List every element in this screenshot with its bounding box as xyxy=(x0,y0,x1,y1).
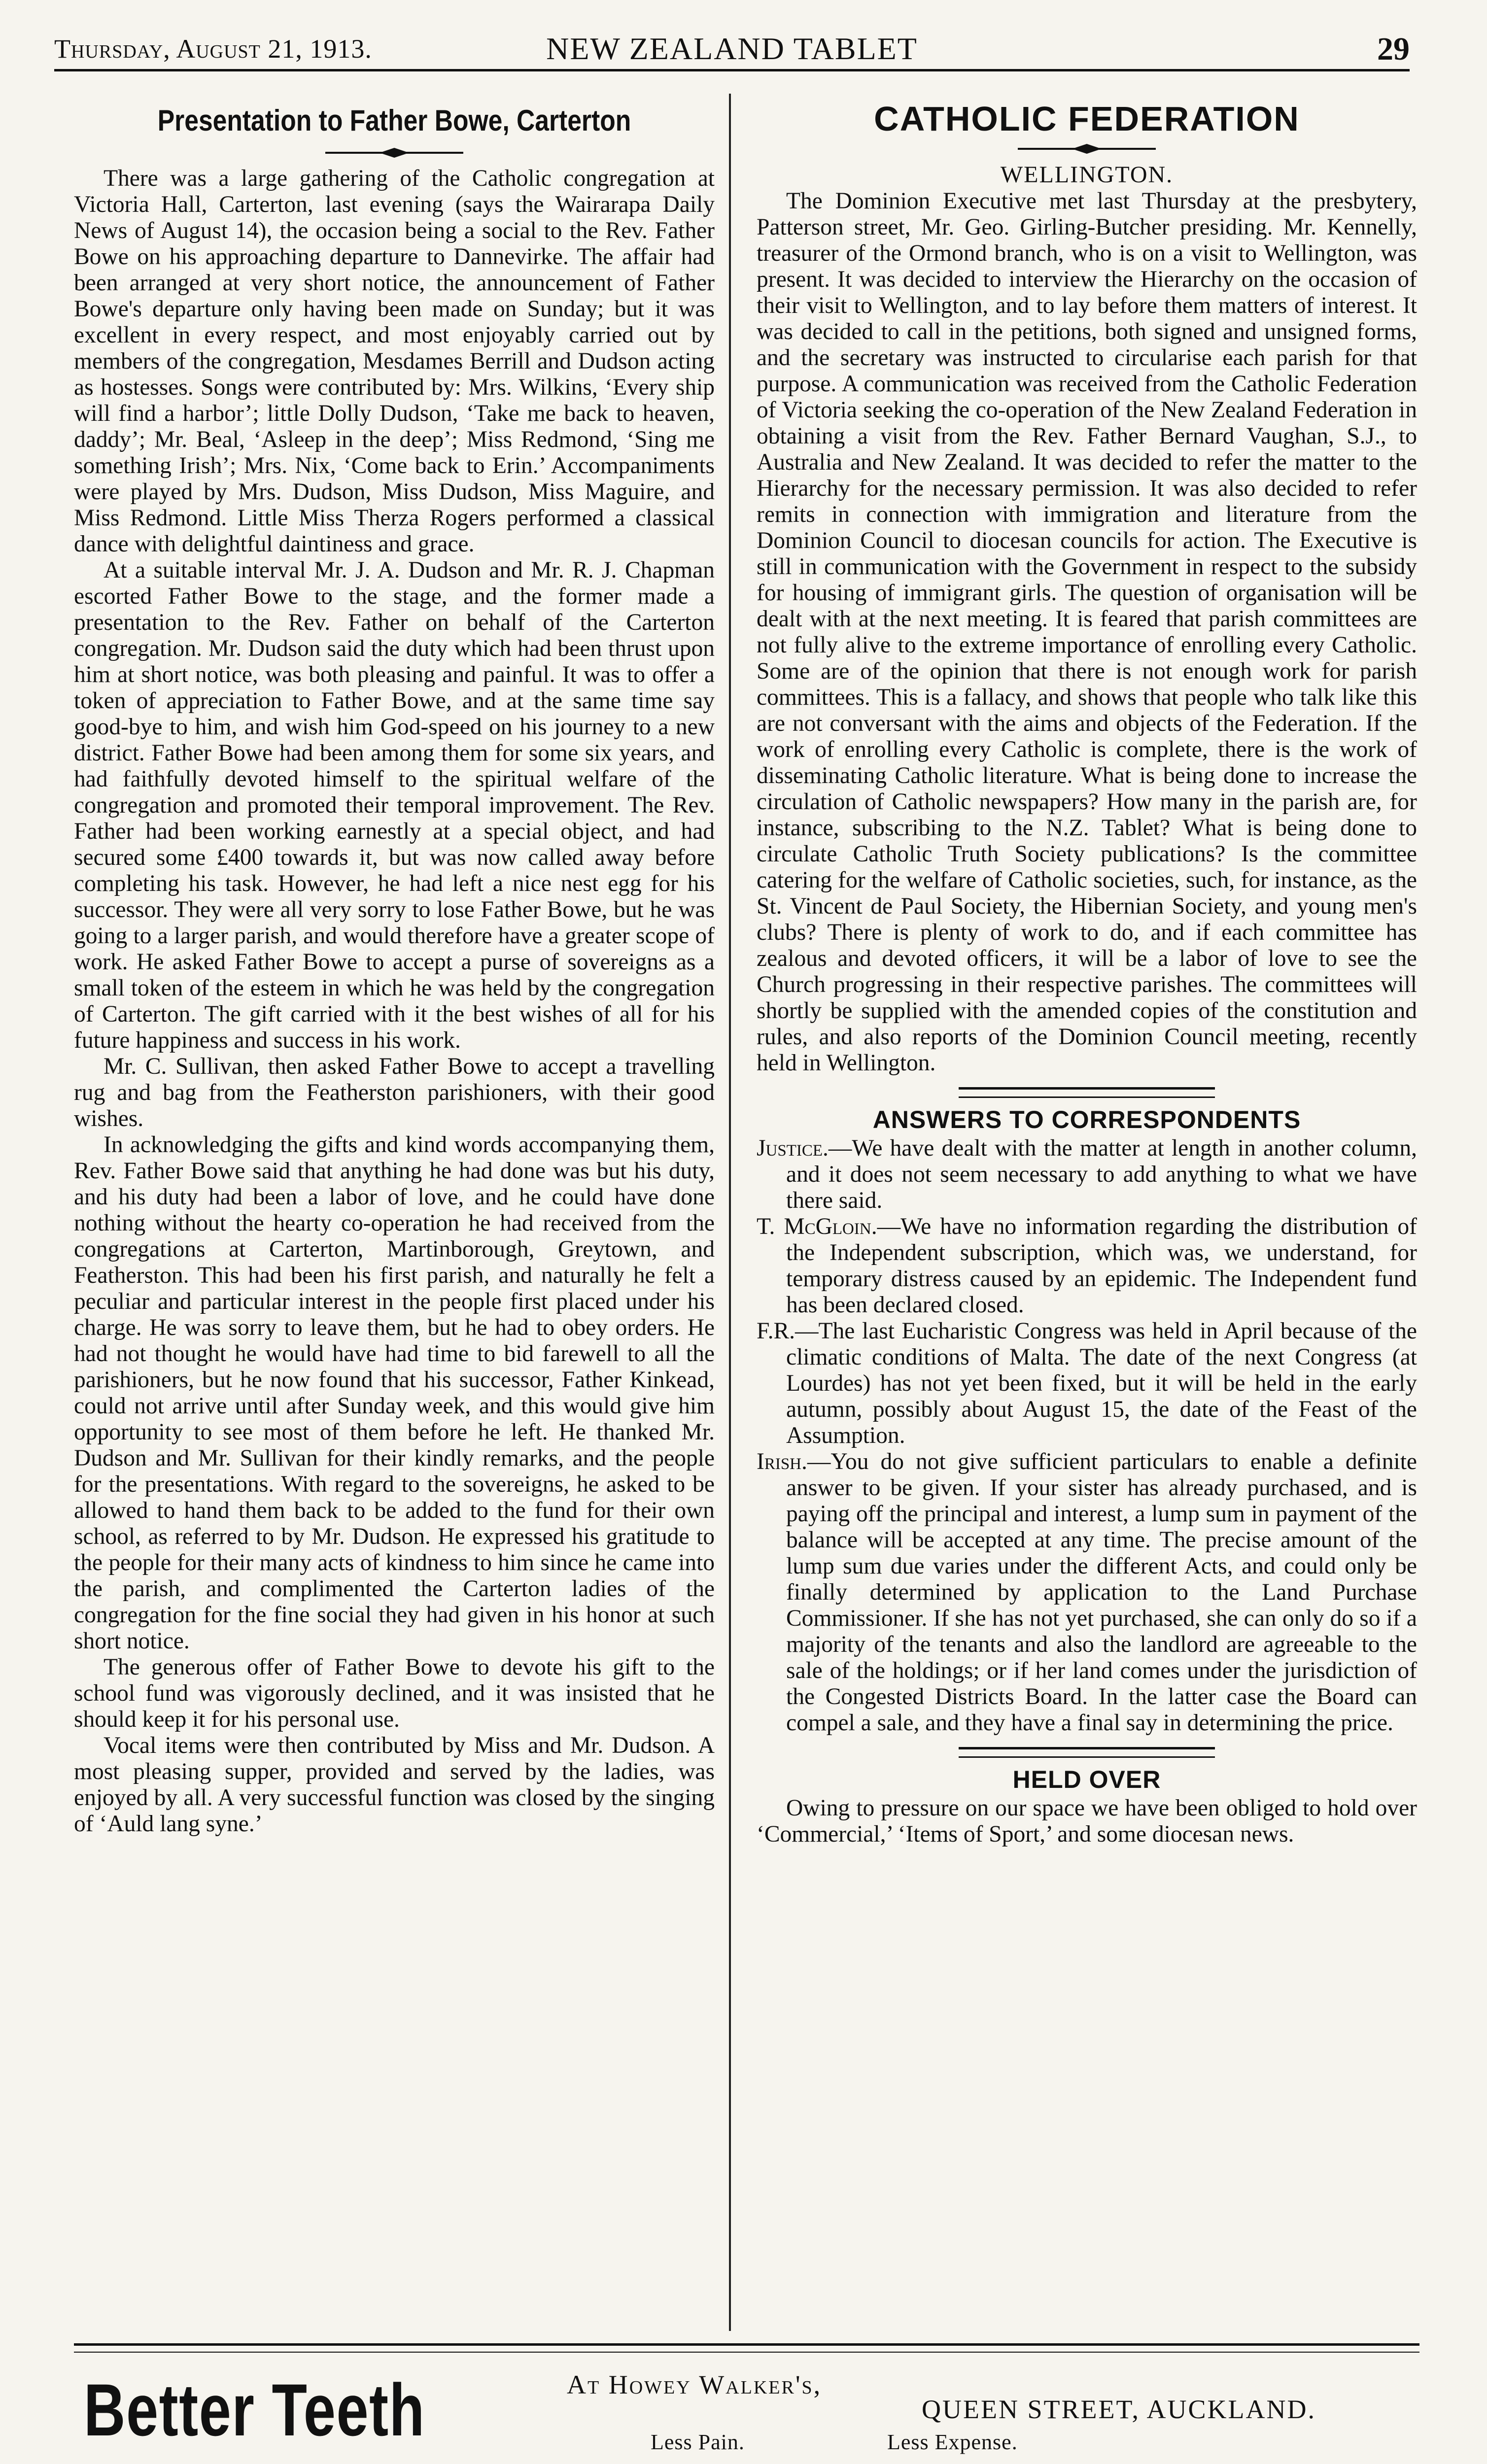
article-paragraph: The Dominion Executive met last Thursday at the presbytery, Patterson street, Mr. Geo. Girling-Butcher presiding. Mr. Kennelly, treasurer of the Ormond branch, who is on a visit to Wellington, was present. It was decided to interview the Hierarchy on the occasion of their visit to Wellington, and to lay before them matters of interest. It was decided to call in the petitions, both signed and unsigned forms, and the secretary was instructed to circularise each parish for that purpose. A communication was received from the Catholic Federation of Victoria seeking the co-operation of the New Zealand Federation in obtaining a visit from the Rev. Father Bernard Vaughan, S.J., to Australia and New Zealand. It was decided to refer the matter to the Hierarchy for the necessary permission. It was also decided to refer remits in connection with immigration and literature from the Dominion Council to diocesan councils for action. The Executive is still in communication with the Government in respect to the subsidy for housing of immigrant girls. The question of organisation will be dealt with at the next meeting. It is feared that parish committees are not fully alive to the extreme importance of enrolling every Catholic. Some are of the opinion that there is not enough work for parish committees. This is a fallacy, and shows that people who talk like this are not conversant with the aims and objects of the Federation. If the work of enrolling every Catholic is complete, there is the work of disseminating Catholic literature. What is being done to increase the circulation of Catholic newspapers? How many in the parish are, for instance, subscribing to the N.Z. Tablet? What is being done to circulate Catholic Truth Society publications? Is the committee catering for the welfare of Catholic societies, such, for instance, as the St. Vincent de Paul Society, the Hibernian Society, and young men's clubs? There is plenty of work to do, and if each committee has zealous and devoted officers, it will be a labor of love to see the Church progressing in their respective parishes. The committees will shortly be supplied with the amended copies of the constitution and rules, and also reports of the Dominion Council meeting, recently held in Wellington. xyxy=(757,188,1417,1076)
article-title-presentation: Presentation to Father Bowe, Carterton xyxy=(157,104,631,137)
ad-tagline: Less Pain. xyxy=(651,2430,745,2454)
ad-brand-name: Better Teeth xyxy=(84,2368,425,2451)
newspaper-title: NEW ZEALAND TABLET xyxy=(546,31,918,66)
article-paragraph: In acknowledging the gifts and kind words accompanying them, Rev. Father Bowe said that anything he had done was but his duty, and his duty had been a labor of love, and he could have done nothing without the hearty co-operation he had received from the congregations at Carterton, Martinborough, Greytown, and Featherston. This had been his first parish, and naturally he felt a peculiar and particular interest in the people first placed under his charge. He was sorry to leave them, but he had to obey orders. He had not thought he would have had time to bid farewell to all the parishioners, but he now found that his successor, Father Kinkead, could not arrive until after Sunday week, and this would give him opportunity to see most of them before he left. He thanked Mr. Dudson and Mr. Sullivan for their kindly remarks, and the people for the presentations. With regard to the sovereigns, he asked to be allowed to hand them back to be added to the fund for their own school, as referred to by Mr. Dudson. He expressed his gratitude to the people for their many acts of kindness to him since he came into the parish, and complimented the Carterton ladies of the congregation for the fine social they had given in his honor at such short notice. xyxy=(74,1132,715,1654)
ad-tagline: Less Expense. xyxy=(887,2430,1018,2454)
dateline-place: WELLINGTON. xyxy=(1000,162,1174,188)
article-paragraph: There was a large gathering of the Catholic congregation at Victoria Hall, Carterton, last evening (says the Wairarapa Daily News of August 14), the occasion being a social to the Rev. Father Bowe on his approaching departure to Dannevirke. The affair had been arranged at very short notice, the announcement of Father Bowe's departure only having been made on Sunday; but it was excellent in every respect, and most enjoyably carried out by members of the congregation, Mesdames Berrill and Dudson acting as hostesses. Songs were contributed by: Mrs. Wilkins, ‘Every ship will find a harbor’; little Dolly Dudson, ‘Take me back to heaven, daddy’; Mr. Beal, ‘Asleep in the deep’; Miss Redmond, ‘Sing me something Irish’; Mrs. Nix, ‘Come back to Erin.’ Accompaniments were played by Mrs. Dudson, Miss Dudson, Miss Maguire, and Miss Redmond. Little Miss Therza Rogers performed a classical dance with delightful daintiness and grace. xyxy=(74,166,715,557)
right-column xyxy=(757,99,1417,1848)
article-title-federation: CATHOLIC FEDERATION xyxy=(874,100,1300,138)
section-title-answers: ANSWERS TO CORRESPONDENTS xyxy=(872,1106,1301,1133)
held-over-text: Owing to pressure on our space we have been obliged to hold over ‘Commercial,’ ‘Items of Sport,’ and some diocesan news. xyxy=(757,1795,1417,1847)
section-divider xyxy=(959,1087,1215,1098)
section-title-held-over: HELD OVER xyxy=(1012,1766,1161,1793)
answers-list xyxy=(757,1135,1417,1736)
title-ornament xyxy=(325,147,463,159)
column-divider xyxy=(729,94,731,2331)
ad-rule xyxy=(74,2352,1419,2353)
correspondent-name: Justice. xyxy=(757,1135,829,1161)
answer-item xyxy=(757,1449,1417,1736)
correspondent-name: T. McGloin. xyxy=(757,1214,877,1239)
correspondent-name: F.R. xyxy=(757,1318,795,1344)
article-paragraph: At a suitable interval Mr. J. A. Dudson and Mr. R. J. Chapman escorted Father Bowe to the stage, and the former made a presentation to the Rev. Father on behalf of the Carterton congregation. Mr. Dudson said the duty which had been thrust upon him at short notice, was both pleasing and painful. It was to offer a token of appreciation to Father Bowe, and at the same time say good-bye to him, and wish him God-speed on his journey to a new district. Father Bowe had been among them for some six years, and had faithfully devoted himself to the spiritual welfare of the congregation and promoted their temporal improvement. The Rev. Father had been working earnestly at a special object, and had secured some £400 towards it, but was now called away before completing his task. However, he had left a nice nest egg for his successor. They were all very sorry to lose Father Bowe, but he was going to a larger parish, and would therefore have a greater scope of work. He asked Father Bowe to accept a purse of sovereigns as a small token of the esteem in which he was held by the congregation of Carterton. The gift carried with it the best wishes of all for his future happiness and success in his work. xyxy=(74,557,715,1053)
answer-text: —We have dealt with the matter at length in another column, and it does not seem necessary to add anything to what we have there said. xyxy=(786,1135,1417,1213)
issue-date: Thursday, August 21, 1913. xyxy=(54,34,372,64)
ad-address: QUEEN STREET, AUCKLAND. xyxy=(922,2395,1316,2424)
answer-text: —The last Eucharistic Congress was held in April because of the climatic conditions of Malta. The date of the next Congress (at Lourdes) has not yet been fixed, but it will be held in the early autumn, possibly about August 15, the date of the Feast of the Assumption. xyxy=(786,1318,1417,1448)
advertisement xyxy=(74,2343,1419,2464)
article-paragraph: The generous offer of Father Bowe to devote his gift to the school fund was vigorously declined, and it was insisted that he should keep it for his personal use. xyxy=(74,1654,715,1732)
masthead xyxy=(54,31,1410,71)
answer-item xyxy=(757,1318,1417,1449)
left-column xyxy=(74,99,715,1837)
article-paragraph: Vocal items were then contributed by Miss and Mr. Dudson. A most pleasing supper, provided and served by the ladies, was enjoyed by all. A very successful function was closed by the singing of ‘Auld lang syne.’ xyxy=(74,1733,715,1837)
article-paragraph: Mr. C. Sullivan, then asked Father Bowe to accept a travelling rug and bag from the Featherston parishioners, with their good wishes. xyxy=(74,1054,715,1131)
answer-text: —You do not give sufficient particulars to enable a definite answer to be given. If your sister has already purchased, and is paying off the principal and interest, a lump sum in payment of the balance will be accepted at any time. The precise amount of the lump sum due varies under the different Acts, and could only be finally determined by application to the Land Purchase Commissioner. If she has not yet purchased, she can only do so if a majority of the tenants and also the landlord are agreeable to the sale of the holdings; or if her land comes under the jurisdiction of the Congested Districts Board. In the latter case the Board can compel a sale, and they have a final say in determining the price. xyxy=(786,1449,1417,1736)
correspondent-name: Irish. xyxy=(757,1449,807,1474)
title-ornament xyxy=(1018,143,1156,155)
section-divider xyxy=(959,1747,1215,1758)
answer-item xyxy=(757,1214,1417,1318)
ad-shop-name: At Howey Walker's, xyxy=(567,2370,822,2399)
answer-item xyxy=(757,1135,1417,1214)
answer-text: —We have no information regarding the distribution of the Independent subscription, which was, we understand, for temporary distress caused by an epidemic. The Independent fund has been declared closed. xyxy=(786,1214,1417,1318)
page-number: 29 xyxy=(1377,31,1410,67)
article-body-presentation xyxy=(74,166,715,1837)
